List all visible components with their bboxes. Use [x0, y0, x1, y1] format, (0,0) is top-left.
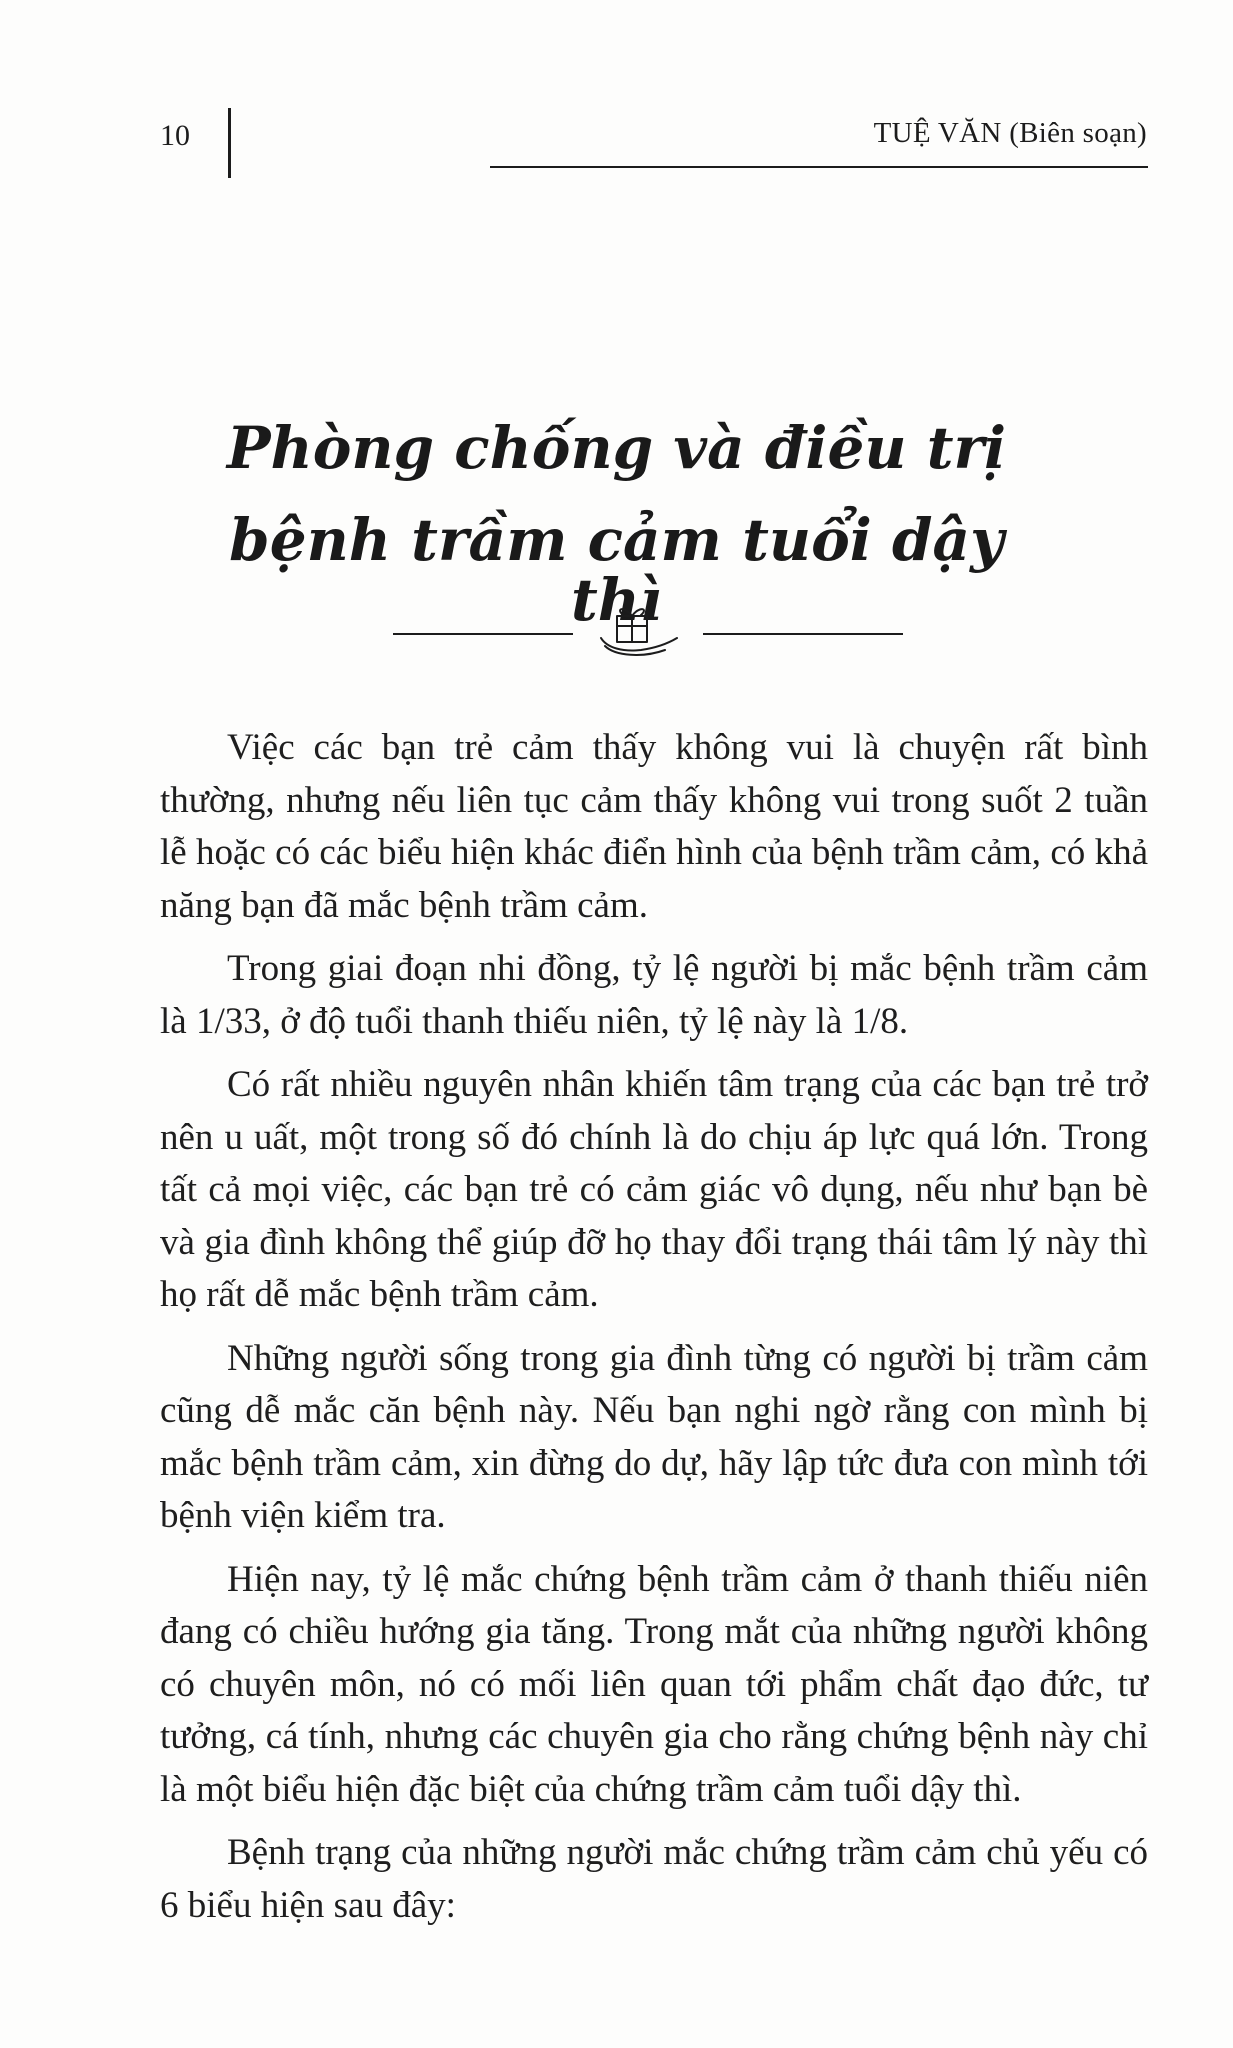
paragraph-3: Có rất nhiều nguyên nhân khiến tâm trạng của các bạn trẻ trở nên u uất, một trong số đó chính là do chịu áp lực quá lớn. Trong tất cả mọi việc, các bạn trẻ có cảm giác vô dụng, nếu như bạn bè và gia đình không thể giúp đỡ họ thay đổi trạng thái tâm lý này thì họ rất dễ mắc bệnh trầm cảm. — [160, 1064, 1148, 1315]
chapter-title-line-1: Phòng chống và điều trị — [226, 414, 1007, 482]
running-header: TUỆ VĂN (Biên soạn) — [873, 117, 1147, 149]
body-text — [160, 722, 1148, 1943]
header-divider — [228, 108, 231, 178]
paragraph-6: Bệnh trạng của những người mắc chứng trầm cảm chủ yếu có 6 biểu hiện sau đây: — [160, 1832, 1148, 1926]
gift-in-hand-icon — [601, 609, 677, 655]
paragraph-2: Trong giai đoạn nhi đồng, tỷ lệ người bị mắc bệnh trầm cảm là 1/33, ở độ tuổi thanh thiếu niên, tỷ lệ này là 1/8. — [160, 948, 1148, 1042]
paragraph-5: Hiện nay, tỷ lệ mắc chứng bệnh trầm cảm ở thanh thiếu niên đang có chiều hướng gia tăng. Trong mắt của những người không có chuyên môn, nó có mối liên quan tới phẩm chất đạo đức, tư tưởng, cá tính, nhưng các chuyên gia cho rằng chứng bệnh này chỉ là một biểu hiện đặc biệt của chứng trầm cảm tuổi dậy thì. — [160, 1558, 1148, 1810]
paragraph-1: Việc các bạn trẻ cảm thấy không vui là chuyện rất bình thường, nhưng nếu liên tục cảm thấy không vui trong suốt 2 tuần lễ hoặc có các biểu hiện khác điển hình của bệnh trầm cảm, có khả năng bạn đã mắc bệnh trầm cảm. — [160, 727, 1148, 926]
title-ornament — [393, 598, 913, 664]
chapter-title-line-2: bệnh trầm cảm tuổi dậy thì — [229, 506, 1004, 634]
paragraph-4: Những người sống trong gia đình từng có người bị trầm cảm cũng dễ mắc căn bệnh này. Nếu bạn nghi ngờ rằng con mình bị mắc bệnh trầm cảm, xin đừng do dự, hãy lập tức đưa con mình tới bệnh viện kiểm tra. — [160, 1337, 1148, 1536]
page-number: 10 — [160, 119, 190, 152]
header-rule — [490, 166, 1148, 168]
